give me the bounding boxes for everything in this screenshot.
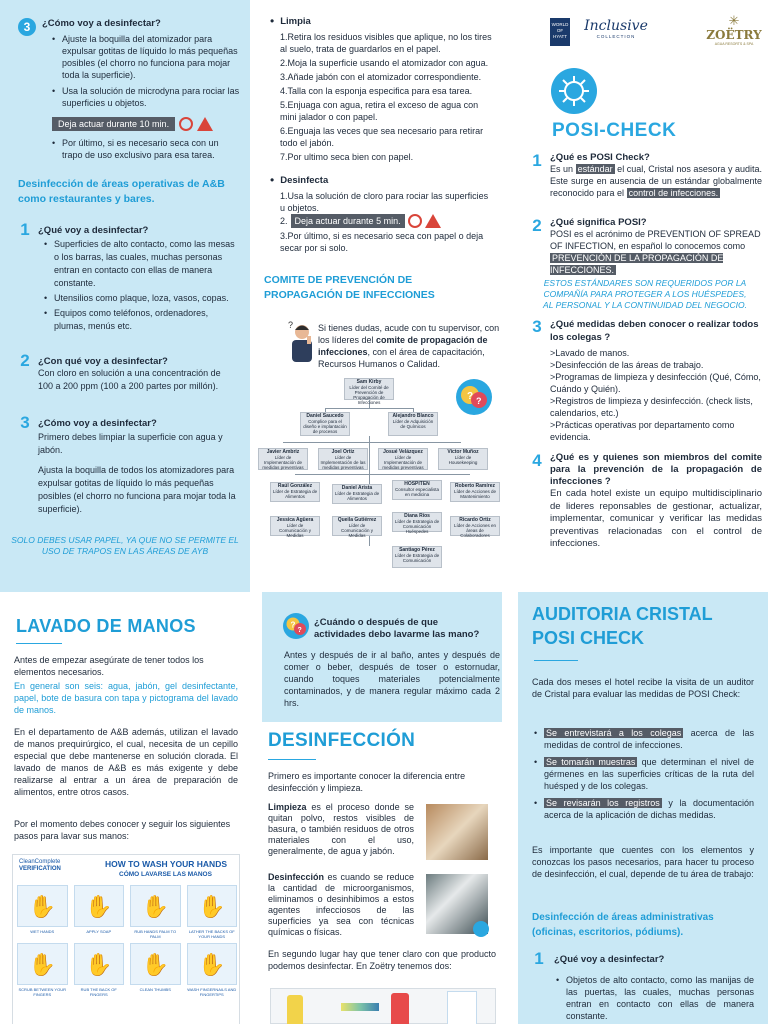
definition-desinfeccion [268, 872, 414, 938]
list-item: 3.Añade jabón con el atomizador correspondiente. [280, 72, 482, 82]
step-number: 2 [532, 216, 542, 235]
title-underline [534, 660, 578, 661]
clock-icon [179, 117, 193, 131]
wash-hands-icon: ✋ [17, 885, 68, 927]
test-strip-icon [341, 1003, 379, 1011]
panel-lavado-manos [0, 592, 250, 1024]
section-title: DESINFECCIÓN [268, 730, 416, 751]
body-text: En segundo lugar hay que tener claro con que producto podemos desinfectar. En Zoëtry tenemos dos: [268, 949, 496, 971]
poster-subtitle: CÓMO LAVARSE LAS MANOS [119, 871, 212, 878]
soap-icon: ✋ [74, 885, 125, 927]
org-chart-node: Alejandro Blanco Líder de Adquisición de Químicos [388, 412, 438, 436]
definition-limpieza [268, 802, 414, 857]
rub-back-fingers-icon: ✋ [74, 943, 125, 985]
svg-text:?: ? [290, 620, 296, 630]
org-chart-node: Diana Ríos Líder de Estrategia de Comunicación Huéspedes [392, 512, 442, 532]
answer-text: Ajusta la boquilla de todos los atomizadores para expulsar gotitas de líquido lo más pequeñas posibles (el chorro no funciona para mojar toda la superficie). [38, 465, 236, 514]
step-label: SCRUB BETWEEN YOUR FINGERS [18, 987, 66, 997]
section-title: LAVADO DE MANOS [16, 616, 196, 636]
step-number: 3 [532, 317, 542, 336]
bullet-list [556, 974, 754, 1024]
bullet-list [52, 137, 240, 163]
list-item: 2.Moja la superficie usando el atomizador con agua. [280, 58, 489, 68]
org-chart-node: Roberto Ramírez Líder de Acciones de Mantenimiento [450, 482, 500, 502]
logo-text: WORLD OF [551, 22, 569, 33]
svg-text:?: ? [476, 396, 482, 406]
answer-text [550, 228, 762, 276]
org-chart-node: Sam Kirby Líder del Comité de Prevención de Propagación de Infecciones [344, 378, 394, 400]
products-photo [270, 988, 496, 1024]
scrub-fingers-icon: ✋ [17, 943, 68, 985]
step-label: RUB THE BACK OF FINGERS [80, 987, 117, 997]
brand-logos [518, 14, 768, 54]
poster-brand [19, 859, 61, 873]
intro-text: Antes de empezar asegúrate de tener todos los elementos necesarios. [14, 655, 204, 677]
page-title: POSI-CHECK [552, 120, 677, 141]
fingernails-icon: ✋ [187, 943, 238, 985]
list-item: • Equipos como teléfonos, ordenadores, plumas, menús etc. [44, 307, 240, 333]
section-title: Desinfección de áreas operativas de A&B como restaurantes y bares. [18, 178, 225, 205]
question-title: ¿Cómo voy a desinfectar? [38, 417, 157, 429]
list-item: 4.Talla con la esponja especifica para esa tarea. [280, 86, 473, 96]
measures-list [550, 347, 762, 443]
step-number: 4 [532, 451, 542, 470]
clock-icon [408, 214, 422, 228]
section-title: Desinfecta [280, 174, 329, 186]
handwash-step [130, 885, 181, 939]
list-item: 1.Retira los residuos visibles que aplique, no los tires al suelo, trata de guardarlos en el papel. [280, 32, 492, 54]
body-text: Es importante que cuentes con los elementos y conozcas los pasos necesarios, para hacer tu proceso de desinfección, el cual, depende de tu área de trabajo: [532, 845, 754, 879]
list-item [534, 756, 754, 792]
question-title: ¿Con qué voy a desinfectar? [38, 355, 168, 367]
virus-icon [550, 67, 598, 115]
limpia-steps [280, 31, 494, 163]
step-number: 1 [532, 151, 542, 170]
note-text: SOLO DEBES USAR PAPEL, YA QUE NO SE PERMITE EL USO DE TRAPOS EN LAS ÁREAS DE AYB [11, 535, 239, 556]
list-item: • Usa la solución de microdyna para rociar las superficies u objetos. [52, 85, 240, 109]
text-span: acerca de las medidas de control de infecciones. [544, 728, 754, 750]
text-span: Es un [550, 164, 576, 174]
cleaning-photo [426, 804, 488, 860]
term: Desinfección [268, 872, 325, 882]
question-title: ¿Qué es POSI Check? [550, 152, 650, 163]
virus-icon [472, 920, 490, 938]
inclusive-logo [578, 18, 654, 39]
question-title: ¿Qué medidas deben conocer o realizar todos los colegas ? [550, 319, 759, 343]
text-highlight: Se entrevistará a los colegas [546, 728, 682, 738]
person-thinking-illustration [280, 318, 320, 368]
list-item: 7.Por ultimo seca bien con papel. [280, 152, 414, 162]
title-underline [16, 643, 62, 644]
org-chart-node: Daniel Saucedo Complice para el diseño e implantación de procesos [300, 412, 350, 436]
list-item: 6.Enguaja las veces que sea necesario para retirar todo el jabón. [280, 126, 484, 148]
org-chart-node: Santiago Pérez Líder de Estrategia de Comunicación [392, 546, 442, 568]
org-chart-node: Ricardo Ortiz Líder de Acciones en áreas de Colaboradores [450, 516, 500, 536]
org-chart-node: Queila Gutiérrez Líder de Comunicación y Medidas [332, 516, 382, 536]
list-item: • Ajuste la boquilla del atomizador para expulsar gotitas de líquido lo más pequeñas posibles (el chorro no funciona para mojar toda la superficie). [52, 33, 240, 81]
logo-text: VERIFICATION [19, 866, 61, 872]
step-label: CLEAN THUMBS [139, 987, 171, 992]
handwash-poster [12, 854, 240, 1024]
panel-desinfeccion [250, 592, 518, 1024]
step-number-text: 2. [280, 216, 288, 226]
section-title: COMITE DE PREVENCIÓN DE PROPAGACIÓN DE INFECCIONES [264, 274, 435, 301]
list-item: 3.Por último, si es necesario seca con papel o deja secar por si solo. [280, 231, 484, 253]
text-span: es cuando se reduce la cantidad de microorganismos, eliminamos o desinhibimos a estos agentes infecciosos de las superficies ya sea con técnicas químicas o físicas. [268, 872, 414, 937]
title-underline [268, 759, 316, 760]
list-item [534, 797, 754, 821]
org-chart-node: Daniel Arista Líder de Estrategia de Alimentos [332, 484, 382, 504]
list-item: • Utensilios como plaque, loza, vasos, copas. [44, 292, 240, 305]
svg-text:?: ? [288, 320, 294, 330]
question-box [262, 592, 502, 722]
answer-text: Primero debes limpiar la superficie con agua y jabón. [38, 432, 223, 455]
list-item: 1.Usa la solución de cloro para rociar las superficies u objetos. [280, 191, 489, 213]
text-span: Si tienes dudas, acude con tu supervisor, con los líderes del [318, 323, 500, 345]
body-text: En el departamento de A&B además, utilizan el lavado de manos prequirúrgico, el cual, necesita de un cepillo especial que debe mantenerse en solución clorada. El lavado de manos de A&B es más exigente y debe realizarse al entrar a un área de preparación de alimentos, entre otros casos. [14, 727, 238, 797]
text-highlight: Se revisarán los registros [546, 798, 660, 808]
logo-text: Inclusive [584, 18, 648, 34]
clean-thumbs-icon: ✋ [130, 943, 181, 985]
step-number: 3 [18, 18, 36, 36]
handwash-step [130, 943, 181, 997]
step-grid [17, 885, 237, 997]
hyatt-logo [550, 18, 570, 46]
bullet-list [52, 33, 240, 111]
list-item: >Prácticas operativas por departamento como evidencia. [550, 420, 735, 442]
list-item: >Desinfección de las áreas de trabajo. [550, 360, 704, 370]
zoetry-logo [702, 14, 766, 46]
org-chart-node: Josué Velázquez Líder de Implementación de medidas preventivas [378, 448, 428, 470]
rub-palms-icon: ✋ [130, 885, 181, 927]
panel-auditoria [518, 592, 768, 1024]
handwash-step [74, 885, 125, 939]
intro-highlight: En general son seis: agua, jabón, gel desinfectante, papel, bote de basura con tapa y pictograma del lavado de manos. [14, 681, 238, 715]
step-label: WASH FINGERNAILS AND FINGERTIPS [187, 987, 237, 997]
answer-text: Con cloro en solución a una concentración de 100 a 200 ppm (100 a 200 partes por millón). [38, 368, 221, 391]
poster-title: HOW TO WASH YOUR HANDS [105, 859, 227, 869]
logo-text: ZOËTRY [706, 28, 762, 42]
list-item: 5.Enjuaga con agua, retira el exceso de agua con mini jalador o con papel. [280, 100, 479, 122]
answer-text: Antes y después de ir al baño, antes y después de comer o beber, después de toser o estornudar, cuando toques materiales potencialmente contaminados, y de manera regular máximo cada 2 hrs. [284, 650, 500, 708]
bullet-list [44, 238, 240, 335]
svg-text:?: ? [467, 391, 474, 402]
bullet-dot: • [270, 173, 275, 187]
logo-text: COLLECTION [596, 34, 636, 39]
org-chart-node: Raúl González Líder de Estrategia de Alimentos [270, 482, 320, 502]
question-title: ¿Cómo voy a desinfectar? [42, 18, 161, 29]
dwell-time-label: Deja actuar durante 10 min. [52, 117, 175, 131]
spray-bottle-icon [391, 993, 409, 1024]
logo-text: HYATT [552, 34, 568, 39]
note-text: ESTOS ESTÁNDARES SON REQUERIDOS POR LA COMPAÑÍA PARA PROTEGER A LOS HUÉSPEDES, AL PERSONAL Y LA CONTINUIDAD DEL NEGOCIO. [543, 278, 747, 310]
intro-text: Primero es importante conocer la diferencia entre desinfección y limpieza. [268, 771, 466, 793]
question-title: ¿Qué es y quienes son miembros del comite para la prevención de la propagación de infecciones ? [550, 452, 762, 487]
text-span: POSI es el acrónimo de PREVENTION OF SPREAD OF INFECTION, en español lo conocemos como [550, 229, 761, 251]
section-title: Desinfección de áreas administrativas (oficinas, escritorios, pódiums). [532, 912, 714, 938]
step-label: WET HANDS [30, 929, 55, 934]
question-title: ¿Cuándo o después de que actividades debo lavarme las mano? [314, 617, 480, 640]
dwell-time-label: Deja actuar durante 5 min. [291, 214, 405, 228]
step-number: 1 [534, 949, 544, 968]
section-title: Limpia [280, 15, 311, 27]
org-chart-node: Joel Ortiz Líder de Implementación de las medidas preventivas [318, 448, 368, 470]
section-title: AUDITORIA CRISTAL POSI CHECK [532, 604, 713, 648]
list-item: >Registros de limpieza y desinfección. (check lists, calendarios, etc.) [550, 396, 753, 418]
handwash-step [187, 943, 238, 997]
list-item: • Superficies de alto contacto, como las mesas o los barras, las cuales, muchas personas entran en contacto con ellas de manera constante. [44, 238, 240, 290]
text-span: y la documentación acerca de la aplicación de dichas medidas. [544, 798, 754, 820]
question-title: ¿Qué voy a desinfectar? [38, 224, 149, 236]
answer-text: En cada hotel existe un equipo multidisciplinario de lideres reponsables de gestionar, actualizar, implementar, comunicar y verificar las medidas preventivas relacionadas con el control de infecciones. [550, 488, 762, 549]
list-item: >Lavado de manos. [550, 348, 630, 358]
audit-list [534, 727, 754, 823]
text-span-bold: comite de propagación de infecciones [318, 335, 488, 357]
panel-limpia-desinfecta [250, 0, 518, 592]
step-number: 2 [20, 351, 30, 370]
body-text: Por el momento debes conocer y seguir los siguientes pasos para lavar sus manos: [14, 819, 231, 841]
question-title: ¿Qué significa POSI? [550, 217, 647, 228]
list-item: • Objetos de alto contacto, como las manijas de las puertas, las cuales, muchas personas entran en contacto con ellas de manera constante. [556, 974, 754, 1022]
panel-desinfeccion-ayb [0, 0, 250, 592]
text-span: , con el área de capacitación, Recursos Humanos o Calidad. [318, 347, 485, 369]
step-label: APPLY SOAP [86, 929, 112, 934]
test-kit-icon [447, 991, 477, 1024]
text-highlight: PREVENCIÓN DE LA PROPAGACIÓN DE INFECCIONES. [550, 253, 724, 275]
org-chart-node: Jessica Agüera Líder de Comunicación y Medidas [270, 516, 320, 536]
handwash-step [187, 885, 238, 939]
spray-bottle-icon [287, 995, 303, 1024]
text-span: es el proceso donde se quitan polvo, restos visibles de basura, o también residuos de otros materiales con el uso, generalmente, de agua y jabón. [268, 802, 414, 856]
term: Limpieza [268, 802, 307, 812]
handwash-step [74, 943, 125, 997]
org-chart-node: Victor Muñoz Líder de Housekeeping [438, 448, 488, 470]
lather-backs-icon: ✋ [187, 885, 238, 927]
text-highlight: Se tomarán muestras [546, 757, 636, 767]
question-title: ¿Qué voy a desinfectar? [554, 953, 665, 965]
svg-text:?: ? [297, 627, 302, 634]
list-item: >Programas de limpieza y desinfección (Qué, Cómo, Cuándo y Quién). [550, 372, 761, 394]
step-label: RUB HANDS PALM TO PALM [134, 929, 177, 939]
step-number: 1 [20, 220, 30, 239]
question-bubbles-icon [455, 378, 493, 416]
step-label: LATHER THE BACKS OF YOUR HANDS [188, 929, 235, 939]
text-span: que determinan el nivel de gérmenes en las superficies críticas de la ruta del huésped y de los colegas. [544, 757, 754, 791]
panel-posi-check [518, 0, 768, 592]
step-number: 3 [20, 413, 30, 432]
text-highlight: control de infecciones. [628, 188, 719, 198]
question-bubbles-icon [282, 612, 310, 640]
list-item [534, 727, 754, 751]
text-span: el cual, Cristal nos asesora y audita. Este surge en ausencia de un estándar globalmente reconocido para el [550, 164, 763, 198]
warning-icon [425, 214, 441, 228]
handwash-step [17, 885, 68, 939]
intro-text: Cada dos meses el hotel recibe la visita de un auditor de Cristal para evaluar las medidas de POSI Check: [532, 677, 754, 699]
answer-text [550, 163, 762, 199]
org-chart-node: HOSPITEN Consultor especialista en medicina [392, 480, 442, 500]
bullet-dot: • [270, 14, 275, 28]
disinfection-photo [426, 874, 488, 934]
logo-text: AGUA RESORTS & SPA [714, 42, 754, 46]
text-highlight: estándar [577, 164, 613, 174]
sun-icon: ✳ [728, 13, 740, 28]
comite-description [318, 322, 502, 370]
org-chart-node: Javier Ambriz Líder de Implementación de medidas preventivas [258, 448, 308, 470]
warning-icon [197, 117, 213, 131]
list-item: • Por último, si es necesario seca con un trapo de uso exclusivo para esa tarea. [52, 137, 240, 161]
handwash-step [17, 943, 68, 997]
logo-text: CleanComplete [19, 859, 61, 865]
